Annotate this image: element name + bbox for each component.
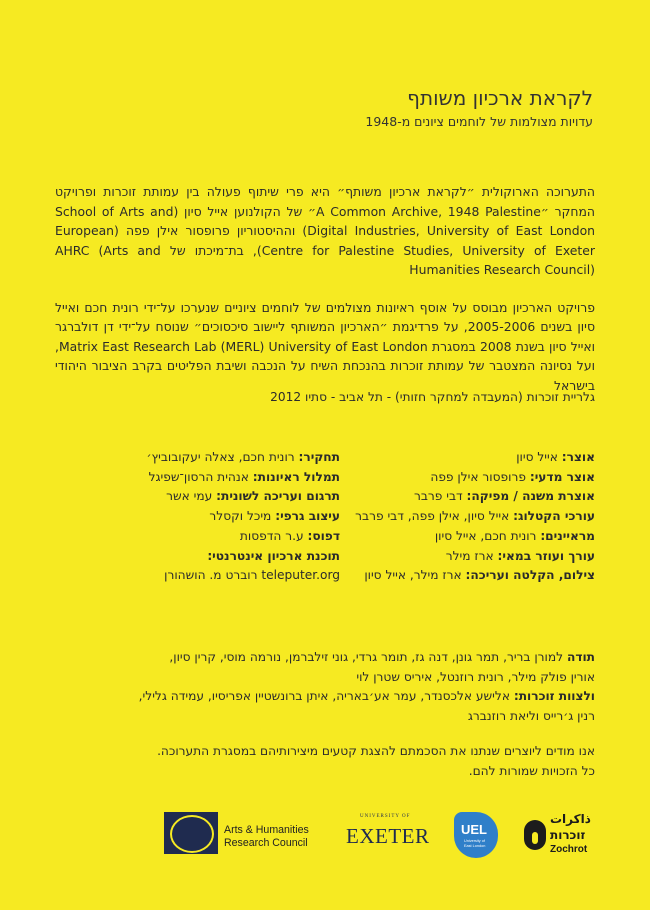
intro-paragraph-1: התערוכה הארוקולית ״לקראת ארכיון משותף״ היא פרי שיתוף פעולה בין עמותת זוכרות ופרויקט המחקר ״A Common Archive, 1948 Palestine״ של הקולנוען אייל סיון (School of Arts and Digital Industries, University of East London) וההיסטוריון פרופסור אילן פפה (European Centre for Palestine Studies, University of Exeter), בת־מיכתו של AHRC (Arts and Humanities Research Council) bbox=[55, 184, 596, 277]
zochrot-hebrew: זוכרות bbox=[550, 828, 586, 842]
intro-paragraph-2: פרויקט הארכיון מבוסס על אוסף ראיונות מצולמים של לוחמים ציוניים שנערכו על־ידי רונית חכם ואייל סיון בשנים 2005-2006, על פרדיגמת ״הארכיון המשותף ליישוב סיכסוכים״ שנוסח על־ידי דן דולברגר ואייל סיון בשנת 2008 במסגרת Matrix East Research Lab (MERL) University of East London, ועל נסיונה המצטבר של עמותת זוכרות בהנכחת השיח על הנכבה ושיבת הפליטים בקרב הציבור היהודי בישראל bbox=[55, 299, 595, 393]
uel-small-1: University of bbox=[464, 839, 485, 843]
credit-archive-software: תוכנת ארכיון אינטרנטי: bbox=[207, 548, 340, 563]
credit-archive-url: teleputer.org רוברט מ. הושהורן bbox=[164, 568, 340, 583]
credit-research: תחקיר: רונית חכם, צאלה יעקובוביץ׳ bbox=[146, 450, 340, 464]
ahrc-mark-icon bbox=[164, 812, 218, 854]
uel-wordmark: UEL bbox=[461, 822, 487, 837]
page-title: לקראת ארכיון משותף bbox=[407, 86, 593, 110]
zochrot-english: Zochrot bbox=[550, 844, 588, 855]
thanks-line-1: תודה למורן בריר, תמר גונן, דנה גז, תומר גרדי, גוני זילברמן, נורמה מוסי, קרין סיון, bbox=[169, 650, 595, 664]
exeter-wordmark: EXETER bbox=[346, 824, 430, 848]
exeter-small-text: UNIVERSITY OF bbox=[360, 814, 411, 819]
thanks-line-3: ולצוות זוכרות: אלישע אלכסנדר, עמר אע׳באריה, איתן ברונשטיין אפריסיו, עמידה גלילי, bbox=[138, 689, 595, 704]
credit-curator: אוצר: אייל סיון bbox=[516, 450, 595, 464]
page-subtitle: עדויות מצולמות של לוחמים ציונים מ-1948 bbox=[365, 114, 593, 129]
exeter-logo bbox=[346, 812, 428, 858]
partner-logos bbox=[164, 806, 604, 866]
credit-transcription: תמלול ראיונות: אנהית הרסון־שפיגל bbox=[148, 469, 340, 484]
credit-interviewers: מראיינים: רונית חכם, אייל סיון bbox=[434, 528, 595, 543]
rights-line-2: כל הזכויות שמורות להם. bbox=[468, 763, 595, 778]
keyhole-icon bbox=[524, 820, 546, 850]
thanks-line-2: אורין פולק מילר, רונית רוזנטל, איריס שטרן לוי bbox=[356, 669, 595, 684]
uel-logo bbox=[454, 812, 498, 860]
thanks-line-4: רנין ג׳רייס וליאת רוזנברג bbox=[467, 709, 595, 724]
credit-associate-curator: אוצרת משנה / מפיקה: דבי פרבר bbox=[413, 489, 595, 504]
rights-line-1: אנו מודים ליוצרים שנתנו את הסכמתם להצגת קטעים מיצירותיהם במסגרת התערוכה. bbox=[157, 744, 595, 758]
ahrc-line-2: Research Council bbox=[224, 837, 308, 849]
intro-text bbox=[55, 182, 595, 413]
credit-translation: תרגום ועריכה לשונית: עמי אשר bbox=[166, 489, 340, 504]
ahrc-line-1: Arts & Humanities bbox=[224, 824, 309, 836]
uel-small-2: East London bbox=[464, 843, 486, 848]
ahrc-logo bbox=[164, 812, 329, 856]
credit-print: דפוס: ע.ר הדפסות bbox=[239, 528, 340, 543]
credit-graphic-design: עיצוב גרפי: מיכל וקסלר bbox=[209, 509, 340, 524]
credit-catalog-editors: עורכי הקטלוג: אייל סיון, אילן פפה, דבי פרבר bbox=[355, 509, 595, 524]
credits-right-column bbox=[335, 448, 595, 586]
rights-notice bbox=[55, 742, 595, 781]
venue-line: גלריית זוכרות (המעבדה למחקר חזותי) - תל אביב - סתיו 2012 bbox=[270, 390, 595, 404]
credit-editor: עורך ועוזר במאי: ארז מילר bbox=[445, 548, 595, 563]
credit-camera: צילום, הקלטה ועריכה: ארז מילר, אייל סיון bbox=[364, 568, 595, 583]
acknowledgements bbox=[55, 648, 595, 727]
credit-scientific-curator: אוצר מדעי: פרופסור אילן פפה bbox=[430, 469, 595, 484]
credits-left-column bbox=[110, 448, 340, 586]
zochrot-logo bbox=[524, 810, 604, 862]
zochrot-arabic: ذاكرات bbox=[550, 812, 591, 826]
